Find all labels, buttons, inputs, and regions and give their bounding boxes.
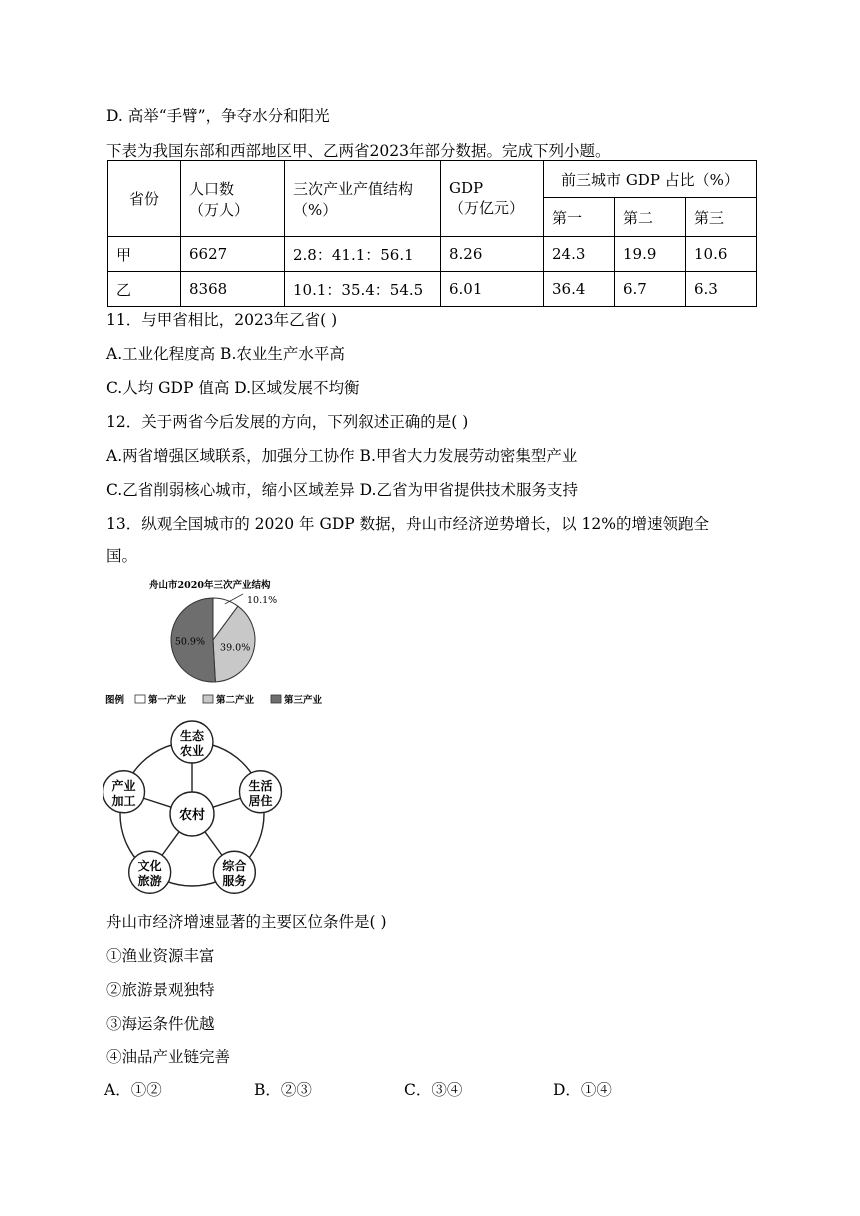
legend-prefix: 图例	[105, 695, 125, 706]
diagram-node-label: 综合	[222, 859, 247, 874]
table-row	[108, 272, 757, 307]
pie-title: 舟山市2020年三次产业结构	[149, 580, 271, 591]
diagram-node-label: 文化	[137, 859, 162, 874]
pie-label-2: 39.0%	[220, 642, 251, 654]
cell-structure: 10.1：35.4：54.5	[285, 272, 441, 307]
cell-first: 36.4	[544, 272, 615, 307]
diagram-node-label: 服务	[222, 874, 247, 889]
q12-options-ab: A.两省增强区域联系，加强分工协作 B.甲省大力发展劳动密集型产业	[106, 447, 578, 465]
cell-third: 6.3	[686, 272, 757, 307]
header-second: 第二	[615, 198, 686, 237]
q13-stem-1: 13．纵观全国城市的 2020 年 GDP 数据，舟山市经济逆势增长，以 12%的增速领跑全	[106, 515, 709, 533]
header-gdp: GDP （万亿元）	[441, 161, 544, 237]
center-node-label: 农村	[178, 808, 206, 823]
statement-4: ④油品产业链完善	[106, 1048, 231, 1066]
statement-1: ①渔业资源丰富	[106, 947, 215, 965]
diagram-node-label: 产业	[111, 778, 136, 793]
pie-leader-line	[225, 594, 243, 604]
answer-a: A．①②	[104, 1081, 162, 1099]
header-third: 第三	[686, 198, 757, 237]
cell-third: 10.6	[686, 237, 757, 272]
diagram-node-label: 生活	[248, 778, 273, 793]
cell-second: 19.9	[615, 237, 686, 272]
q13-question: 舟山市经济增速显著的主要区位条件是( )	[106, 913, 387, 931]
legend-swatch-3	[271, 695, 281, 703]
statement-2: ②旅游景观独特	[106, 981, 215, 999]
diagram-node-label: 农业	[179, 744, 205, 758]
header-province: 省份	[108, 161, 181, 237]
q13-stem-2: 国。	[106, 547, 138, 565]
legend-label-3: 第三产业	[284, 695, 323, 706]
legend-label-1: 第一产业	[148, 695, 187, 706]
option-d-prev-question: D. 高举“手臂”，争夺水分和阳光	[106, 107, 330, 125]
pie-chart	[105, 574, 345, 710]
cell-gdp: 6.01	[441, 272, 544, 307]
diagram-node-label: 加工	[111, 793, 136, 808]
pie-label-3: 50.9%	[174, 636, 206, 648]
header-structure: 三次产业产值结构 （%）	[285, 161, 441, 237]
cell-second: 6.7	[615, 272, 686, 307]
q12-stem: 12．关于两省今后发展的方向，下列叙述正确的是( )	[106, 413, 469, 431]
diagram-node-label: 旅游	[137, 874, 162, 889]
legend-label-2: 第二产业	[216, 695, 255, 706]
legend-swatch-1	[135, 695, 145, 703]
rural-cycle-diagram	[103, 718, 289, 896]
diagram-node-label: 居住	[248, 793, 273, 808]
q11-options-ab: A.工业化程度高 B.农业生产水平高	[106, 345, 345, 363]
cell-population: 8368	[181, 272, 285, 307]
pie-label-1: 10.1%	[247, 595, 278, 606]
cell-province: 乙	[108, 272, 181, 307]
q11-options-cd: C.人均 GDP 值高 D.区域发展不均衡	[106, 379, 360, 397]
cell-population: 6627	[181, 237, 285, 272]
q12-options-cd: C.乙省削弱核心城市，缩小区域差异 D.乙省为甲省提供技术服务支持	[106, 481, 578, 499]
cell-province: 甲	[108, 237, 181, 272]
header-first: 第一	[544, 198, 615, 237]
cell-gdp: 8.26	[441, 237, 544, 272]
answer-d: D．①④	[553, 1081, 612, 1099]
answer-c: C．③④	[404, 1081, 463, 1099]
answer-b: B．②③	[254, 1081, 312, 1099]
header-population: 人口数 （万人）	[181, 161, 285, 237]
legend-swatch-2	[203, 695, 213, 703]
q11-stem: 11．与甲省相比，2023年乙省( )	[106, 311, 338, 329]
cell-structure: 2.8：41.1：56.1	[285, 237, 441, 272]
statement-3: ③海运条件优越	[106, 1015, 215, 1033]
table-row	[108, 237, 757, 272]
diagram-node-label: 生态	[179, 729, 205, 743]
data-table	[107, 160, 757, 307]
intro-text: 下表为我国东部和西部地区甲、乙两省2023年部分数据。完成下列小题。	[106, 142, 611, 160]
cell-first: 24.3	[544, 237, 615, 272]
header-top3: 前三城市 GDP 占比（%）	[544, 161, 757, 198]
